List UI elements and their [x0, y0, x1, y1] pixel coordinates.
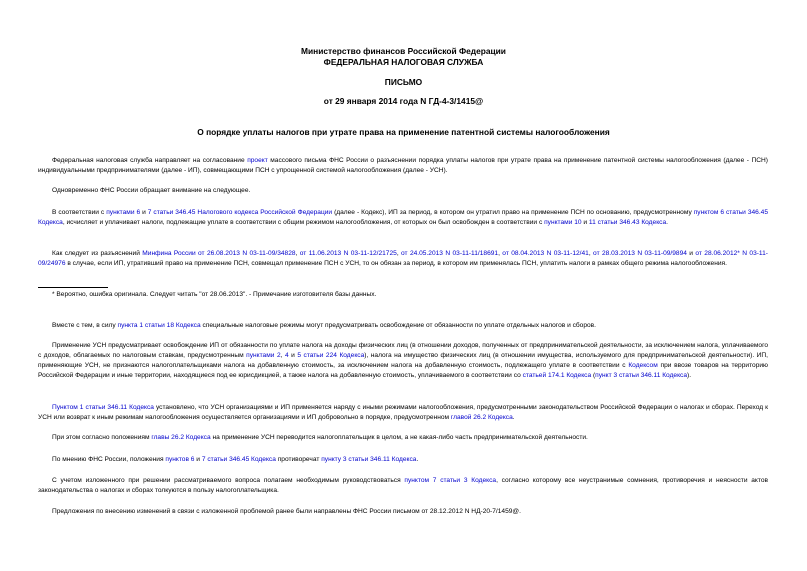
- paragraph-1: Федеральная налоговая служба направляет на согласование проект массового письма ФНС России о разъяснении порядка уплаты налогов при утрате права на применение патентной системы налогообложения (далее - ПСН) индивидуальными предпринимателями (далее - ИП), совмещающими ПСН с упрощенной системой налогообложения (далее - УСН).: [38, 157, 768, 174]
- link-p6-346-45[interactable]: пунктом 6 статьи 346.45 Кодекса: [38, 209, 769, 226]
- doc-date-number: от 29 января 2014 года N ГД-4-3/1415@: [323, 96, 484, 106]
- link-7-346-45[interactable]: 7 статьи 346.45 Кодекса: [201, 456, 276, 463]
- link-p2[interactable]: пунктами 2: [246, 352, 281, 359]
- paragraph-8: При этом согласно положениям главы 26.2 Кодекса на применение УСН переводится налогоплательщик в целом, а не какая-либо часть предпринимательской деятельности.: [52, 434, 588, 441]
- paragraph-6: Применение УСН предусматривает освобождение ИП от обязанности по уплате налога на доходы физических лиц (в отношении доходов, полученных от предпринимательской деятельности, за исключением налога, уплачиваемого с доходов, облагаемых по налоговым ставкам, предусмотренным пунктами 2, 4 и 5 статьи 224 Кодекса), налога на имущество физических лиц (в отношении имущества, используемого для предпринимательской деятельности). ИП, применяющие УСН, не признаются налогоплательщиками налога на добавленную стоимость, за исключением налога на добавленную стоимость, подлежащего уплате в соответствии с Кодексом при ввозе товаров на территорию Российской Федерации и иные территории, находящиеся под ее юрисдикцией, а также налога на добавленную стоимость, уплачиваемого в соответствии со статьей 174.1 Кодекса (пункт 3 статьи 346.11 Кодекса).: [38, 342, 768, 379]
- link-p7-3[interactable]: пунктом 7 статьи 3 Кодекса: [404, 477, 497, 484]
- link-28-06-2012[interactable]: от 28.06.2012* N 03-11-09/24976: [38, 250, 768, 267]
- paragraph-2: Одновременно ФНС России обращает внимание на следующее.: [52, 187, 251, 194]
- link-11-06-2013[interactable]: от 11.06.2013 N 03-11-12/21725: [299, 250, 397, 257]
- link-174-1[interactable]: статьей 174.1 Кодекса: [522, 372, 592, 379]
- paragraph-4: Как следует из разъяснений Минфина России от 26.08.2013 N 03-11-09/34828, от 11.06.2013 N 03-11-12/21725, от 24.05.2013 N 03-11-11/18691, от 08.04.2013 N 03-11-12/41, от 28.03.2013 N 03-11-09/9894 и от 28.06.2012* N 03-11-09/24976 в случае, если ИП, утративший право на применение ПСН, совмещал применение ПСН с УСН, то он обязан за период, в котором им применялась ПСН, уплатить налоги в рамках общего режима налогообложения.: [38, 250, 768, 267]
- paragraph-7: Пунктом 1 статьи 346.11 Кодекса установлено, что УСН организациями и ИП применяется наряду с иными режимами налогообложения, предусмотренными законодательством Российской Федерации о налогах и сборах. Переход к УСН или возврат к иным режимам налогообложения осуществляется организациями и ИП добровольно в порядке, предусмотренном главой 26.2 Кодекса.: [38, 404, 768, 421]
- doc-type: ПИСЬМО: [384, 77, 423, 87]
- doc-subject: О порядке уплаты налогов при утрате права на применение патентной системы налогообложения: [197, 127, 610, 137]
- link-kodeks[interactable]: Кодексом: [628, 362, 658, 369]
- link-punktu-3-346-11[interactable]: пункту 3 статьи 346.11 Кодекса: [321, 456, 417, 463]
- link-p1-18[interactable]: пункта 1 статьи 18 Кодекса: [117, 322, 201, 329]
- paragraph-11: Предложения по внесению изменений в связи с изложенной проблемой ранее были направлены ФНС России письмом от 28.12.2012 N НД-20-7/1459@.: [52, 508, 521, 515]
- footnote-separator: [38, 287, 108, 288]
- link-p10[interactable]: пунктами 10: [544, 219, 582, 226]
- service-title: ФЕДЕРАЛЬНАЯ НАЛОГОВАЯ СЛУЖБА: [323, 57, 484, 67]
- ministry-title: Министерство финансов Российской Федерации: [301, 46, 506, 56]
- link-p11-346-43[interactable]: 11 статьи 346.43 Кодекса: [588, 219, 667, 226]
- link-08-04-2013[interactable]: от 08.04.2013 N 03-11-12/41: [502, 250, 589, 257]
- link-proekt[interactable]: проект: [247, 157, 268, 164]
- link-p7-346-45-nk[interactable]: 7 статьи 346.45 Налогового кодекса Российской Федерации: [147, 209, 333, 216]
- footnote: * Вероятно, ошибка оригинала. Следует читать "от 28.06.2013". - Примечание изготовителя базы данных.: [52, 291, 377, 298]
- link-p3-346-11[interactable]: пункт 3 статьи 346.11 Кодекса: [595, 372, 688, 379]
- link-p6[interactable]: пунктами 6: [106, 209, 141, 216]
- paragraph-3: В соответствии с пунктами 6 и 7 статьи 346.45 Налогового кодекса Российской Федерации (далее - Кодекс), ИП за период, в котором он утратил право на применение ПСН по основанию, предусмотренному пунктом 6 статьи 346.45 Кодекса, исчисляет и уплачивает налоги, подлежащие уплате в соответствии с общим режимом налогообложения, от которых он был освобожден в соответствии с пунктами 10 и 11 статьи 346.43 Кодекса.: [38, 209, 769, 226]
- paragraph-9: По мнению ФНС России, положения пунктов 6 и 7 статьи 346.45 Кодекса противоречат пункту 3 статьи 346.11 Кодекса.: [52, 456, 419, 463]
- link-glava-26-2[interactable]: главой 26.2 Кодекса: [450, 414, 513, 421]
- paragraph-5: Вместе с тем, в силу пункта 1 статьи 18 Кодекса специальные налоговые режимы могут предусматривать освобождение от обязанности по уплате отдельных налогов и сборов.: [52, 322, 596, 329]
- link-glavy-26-2[interactable]: главы 26.2 Кодекса: [151, 434, 211, 441]
- link-punktov-6[interactable]: пунктов 6: [165, 456, 195, 463]
- link-28-03-2013[interactable]: от 28.03.2013 N 03-11-09/9894: [593, 250, 687, 257]
- link-p5-224[interactable]: 5 статьи 224 Кодекса: [297, 352, 365, 359]
- link-p1-346-11[interactable]: Пунктом 1 статьи 346.11 Кодекса: [52, 404, 154, 411]
- link-minfin-26-08-2013[interactable]: Минфина России от 26.08.2013 N 03-11-09/34828: [142, 250, 296, 257]
- link-24-05-2013[interactable]: от 24.05.2013 N 03-11-11/18691: [401, 250, 499, 257]
- paragraph-10: С учетом изложенного при решении рассматриваемого вопроса полагаем необходимым руководствоваться пунктом 7 статьи 3 Кодекса, согласно которому все неустранимые сомнения, противоречия и неясности актов законодательства о налогах и сборах толкуются в пользу налогоплательщика.: [38, 477, 768, 494]
- link-p4[interactable]: 4: [284, 352, 289, 359]
